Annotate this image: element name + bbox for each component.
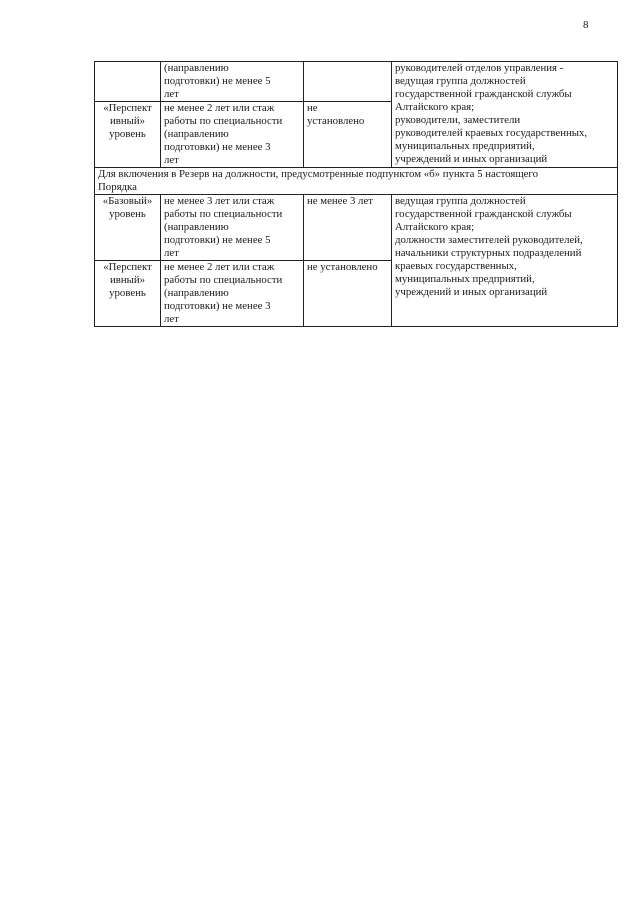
page-number: 8 <box>583 19 589 31</box>
section-row <box>95 168 618 195</box>
reserve-requirements-table <box>94 61 618 327</box>
service-cell: не установлено <box>304 261 392 327</box>
experience-cell: не менее 2 лет или стаж работы по специальности (направлению подготовки) не менее 3 лет <box>161 102 304 168</box>
experience-cell: не менее 3 лет или стаж работы по специальности (направлению подготовки) не менее 5 лет <box>161 195 304 261</box>
level-cell: «Перспект ивный» уровень <box>95 261 161 327</box>
level-cell <box>95 62 161 102</box>
level-cell: «Перспект ивный» уровень <box>95 102 161 168</box>
positions-cell: руководителей отделов управления - ведущая группа должностей государственной гражданской службы Алтайского края; руководители, заместители руководителей краевых государственных, муниципальных предприятий, учреждений и иных организаций <box>392 62 618 168</box>
service-cell: не установлено <box>304 102 392 168</box>
experience-cell: не менее 2 лет или стаж работы по специальности (направлению подготовки) не менее 3 лет <box>161 261 304 327</box>
service-cell <box>304 62 392 102</box>
level-cell: «Базовый» уровень <box>95 195 161 261</box>
table-row <box>95 195 618 261</box>
experience-cell: (направлению подготовки) не менее 5 лет <box>161 62 304 102</box>
service-cell: не менее 3 лет <box>304 195 392 261</box>
positions-cell: ведущая группа должностей государственной гражданской службы Алтайского края; должности заместителей руководителей, начальники структурных подразделений краевых государственных, муниципальных предприятий, учреждений и иных организаций <box>392 195 618 327</box>
section-heading: Для включения в Резерв на должности, предусмотренные подпунктом «б» пункта 5 настоящего Порядка <box>95 168 618 195</box>
table-row <box>95 62 618 102</box>
